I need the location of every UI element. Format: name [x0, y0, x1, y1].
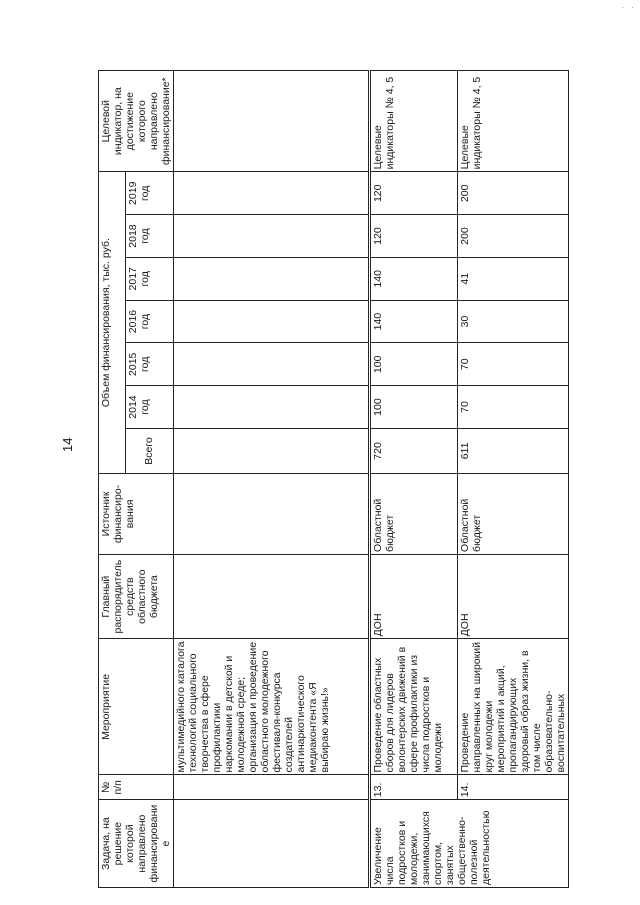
header-year: 2017 год	[125, 257, 173, 300]
header-year: 2019 год	[125, 172, 173, 215]
header-task: Задача, на решение которой направлено финансирование	[99, 800, 174, 888]
cell-event: мультимедийного каталога технологий социального творчества в сфере профилактики наркомании в детской и молодежной среде; организация и проведение областного молодежного фестиваля-конкурса создателей антинаркотического медиаконтента «Я выбираю жизнь!»	[174, 639, 370, 775]
table-row	[370, 71, 458, 888]
cell-indicator	[174, 71, 370, 172]
cell-manager: ДОН	[458, 554, 569, 638]
cell-source	[174, 473, 370, 554]
header-year: 2014 год	[125, 386, 173, 429]
cell-manager	[174, 554, 370, 638]
cell-year: 200	[458, 172, 569, 215]
table-row	[174, 71, 370, 888]
cell-year	[174, 386, 370, 429]
cell-source: Областной бюджет	[370, 473, 458, 554]
cell-year: 70	[458, 386, 569, 429]
header-year: 2018 год	[125, 215, 173, 258]
cell-year	[174, 257, 370, 300]
header-year: 2016 год	[125, 300, 173, 343]
cell-year: 30	[458, 300, 569, 343]
cell-year: 100	[370, 343, 458, 386]
cell-year: 140	[370, 300, 458, 343]
page-number: 14	[60, 437, 75, 452]
cell-year	[174, 343, 370, 386]
cell-year: 41	[458, 257, 569, 300]
cell-year: 70	[458, 343, 569, 386]
financing-table	[98, 70, 569, 888]
cell-indicator: Целевые индикаторы № 4, 5	[370, 71, 458, 172]
cell-year: 140	[370, 257, 458, 300]
header-source: Источник финансиро-вания	[99, 473, 174, 554]
cell-year	[174, 215, 370, 258]
header-event: Мероприятие	[99, 639, 174, 775]
cell-manager: ДОН	[370, 554, 458, 638]
cell-year	[174, 300, 370, 343]
cell-task	[174, 800, 370, 888]
header-volume: Объем финансирования, тыс. руб.	[99, 172, 126, 474]
table-row	[458, 71, 569, 888]
header-year: 2015 год	[125, 343, 173, 386]
cell-task: Увеличение числа подростков и молодежи, занимающихся спортом, занятых общественно-полезной деятельностью	[370, 800, 569, 888]
cell-year: 120	[370, 215, 458, 258]
header-manager: Главный распорядитель средств областного бюджета	[99, 554, 174, 638]
cell-year	[174, 172, 370, 215]
cell-indicator: Целевые индикаторы № 4, 5	[458, 71, 569, 172]
cell-total	[174, 428, 370, 473]
cell-year: 100	[370, 386, 458, 429]
header-total: Всего	[125, 428, 173, 473]
scan-mark: · ·	[621, 2, 636, 12]
cell-total: 720	[370, 428, 458, 473]
rotated-table-container	[98, 70, 569, 888]
header-indicator: Целевой индикатор, на достижение которого направлено финансирование*	[99, 71, 174, 172]
cell-num	[174, 775, 370, 800]
cell-source: Областной бюджет	[458, 473, 569, 554]
cell-total: 611	[458, 428, 569, 473]
cell-year: 200	[458, 215, 569, 258]
cell-num: 13.	[370, 775, 458, 800]
header-num: № п/п	[99, 775, 174, 800]
cell-event: Проведение направленных на широкий круг молодежи мероприятий и акций, пропагандирующих здоровый образ жизни, в том числе образовательно-воспитательных	[458, 639, 569, 775]
cell-event: Проведение областных сборов для лидеров волонтерских движений в сфере профилактики из числа подростков и молодежи	[370, 639, 458, 775]
cell-num: 14.	[458, 775, 569, 800]
cell-year: 120	[370, 172, 458, 215]
